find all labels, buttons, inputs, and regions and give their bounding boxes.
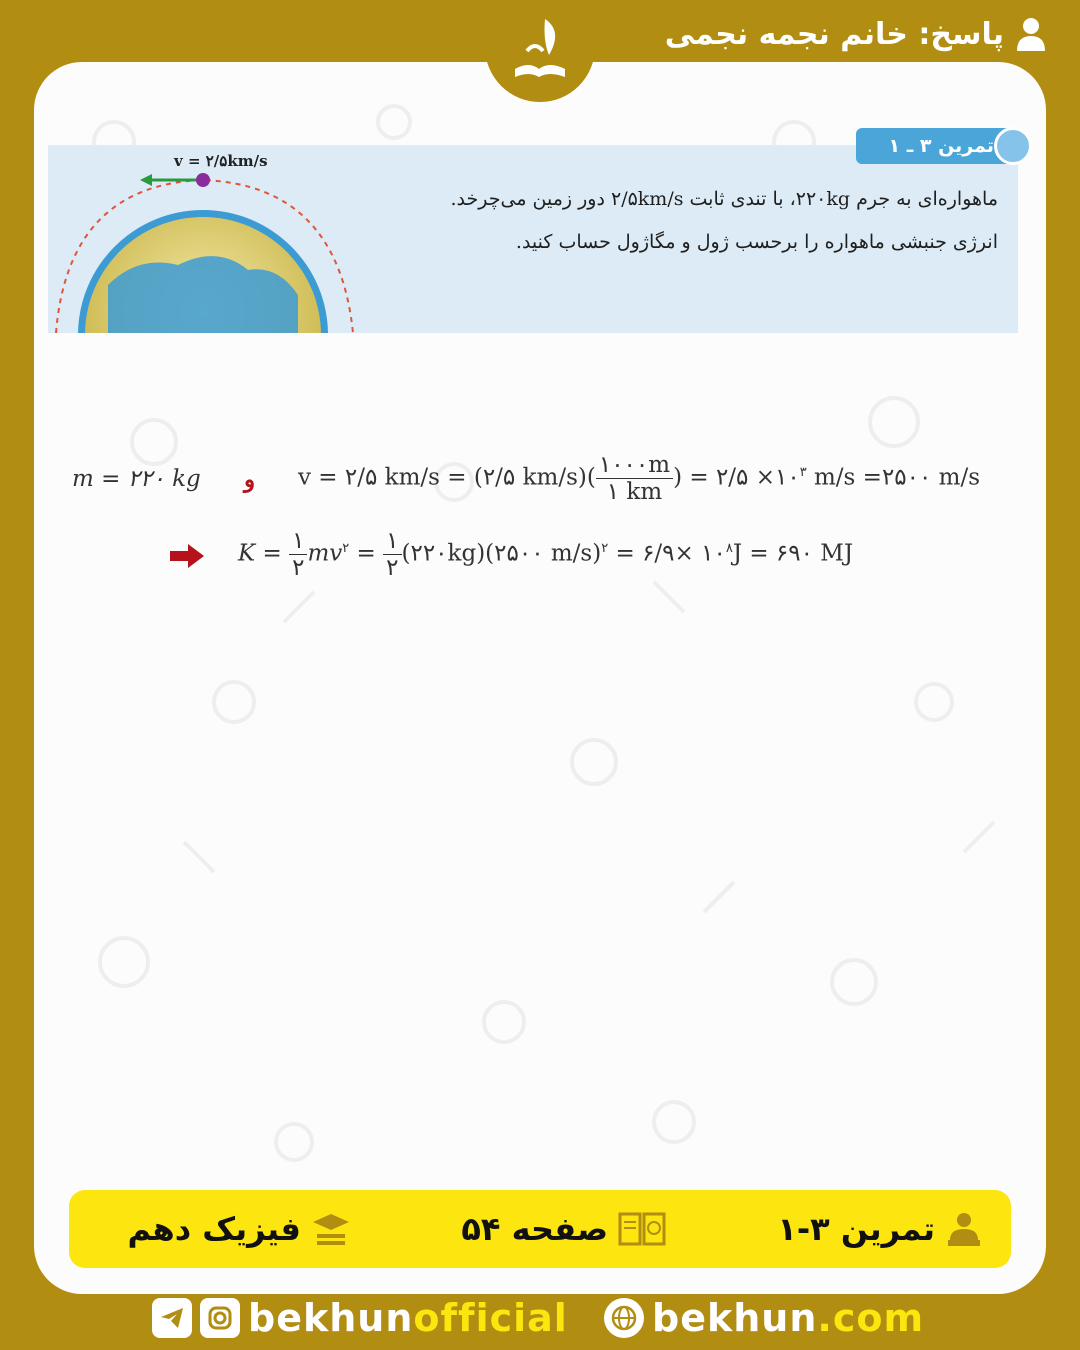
exponent-2b: ۲ — [601, 540, 609, 556]
unit-conversion-fraction — [596, 452, 673, 505]
earth-satellite-figure — [48, 145, 368, 333]
book-info — [127, 1190, 351, 1268]
instagram-icon[interactable] — [200, 1298, 240, 1338]
kinetic-energy-equation — [238, 528, 853, 581]
fraction-numerator: ۱۰۰۰m — [596, 452, 673, 479]
graduation-cap-icon — [311, 1210, 351, 1248]
exercise-info — [777, 1190, 983, 1268]
open-book-icon — [618, 1210, 666, 1248]
handle-part-2: official — [413, 1296, 568, 1340]
answer-header — [665, 10, 1046, 58]
social-handle[interactable] — [248, 1296, 568, 1340]
velocity-equation — [298, 452, 980, 505]
half-fraction — [289, 528, 307, 581]
half-denominator: ۲ — [292, 555, 305, 581]
half-denominator-2: ۲ — [386, 555, 399, 581]
kinetic-substitution: (۲۲۰kg)(۲۵۰۰ m/s) — [401, 540, 602, 567]
and-word: و — [244, 466, 256, 493]
fraction-denominator: ۱ km — [606, 479, 663, 505]
user-icon — [1016, 17, 1046, 51]
equals-sign: = — [349, 540, 376, 567]
half-numerator-2: ۱ — [383, 528, 401, 555]
kinetic-result-final: J = ۶۹۰ MJ — [732, 540, 854, 567]
exponent-8: ۸ — [725, 540, 733, 556]
problem-line-1: ماهواره‌ای به جرم ۲۲۰kg، با تندی ثابت ۲/۵km/s دور زمین می‌چرخد. — [450, 188, 998, 210]
velocity-part-1: v = ۲/۵ km/s = (۲/۵ km/s)( — [298, 464, 596, 491]
velocity-part-2: ) = ۲/۵ ×۱۰ — [673, 464, 800, 491]
url-part-1: bekhun — [652, 1296, 818, 1340]
page-info — [461, 1190, 666, 1268]
globe-icon[interactable] — [604, 1298, 644, 1338]
mv-term: mv — [307, 540, 343, 567]
mass-equation — [72, 466, 201, 492]
half-numerator: ۱ — [289, 528, 307, 555]
problem-line-2: انرژی جنبشی ماهواره را برحسب ژول و مگاژول حساب کنید. — [515, 231, 998, 253]
website-url[interactable] — [652, 1296, 924, 1340]
answer-author: پاسخ: خانم نجمه نجمی — [664, 16, 1004, 52]
page-label: صفحه ۵۴ — [461, 1210, 608, 1248]
url-part-2: .com — [817, 1296, 925, 1340]
teacher-icon — [945, 1210, 983, 1248]
mass-value: m = ۲۲۰ kg — [72, 466, 201, 492]
social-brand — [152, 1296, 568, 1340]
velocity-label: v = ۲/۵km/s — [174, 152, 268, 170]
kinetic-result-part: = ۶/۹× ۱۰ — [608, 540, 726, 567]
result-arrow-icon — [170, 544, 204, 568]
exercise-label: تمرین ۳-۱ — [777, 1210, 935, 1248]
info-footer — [69, 1190, 1011, 1268]
exponent-3: ۳ — [799, 464, 807, 480]
kinetic-lhs: K = — [238, 540, 282, 567]
half-fraction-2 — [383, 528, 401, 581]
problem-title: تمرین ۳ ـ ۱ — [856, 128, 1016, 164]
problem-statement — [358, 178, 998, 264]
handle-part-1: bekhun — [248, 1296, 414, 1340]
website-brand — [604, 1296, 924, 1340]
velocity-part-3: m/s =۲۵۰۰ m/s — [806, 464, 981, 491]
title-bullet-icon — [994, 127, 1032, 165]
telegram-icon[interactable] — [152, 1298, 192, 1338]
exponent-2: ۲ — [342, 540, 350, 556]
book-quill-logo-icon — [505, 11, 575, 91]
book-label: فیزیک دهم — [127, 1210, 301, 1248]
